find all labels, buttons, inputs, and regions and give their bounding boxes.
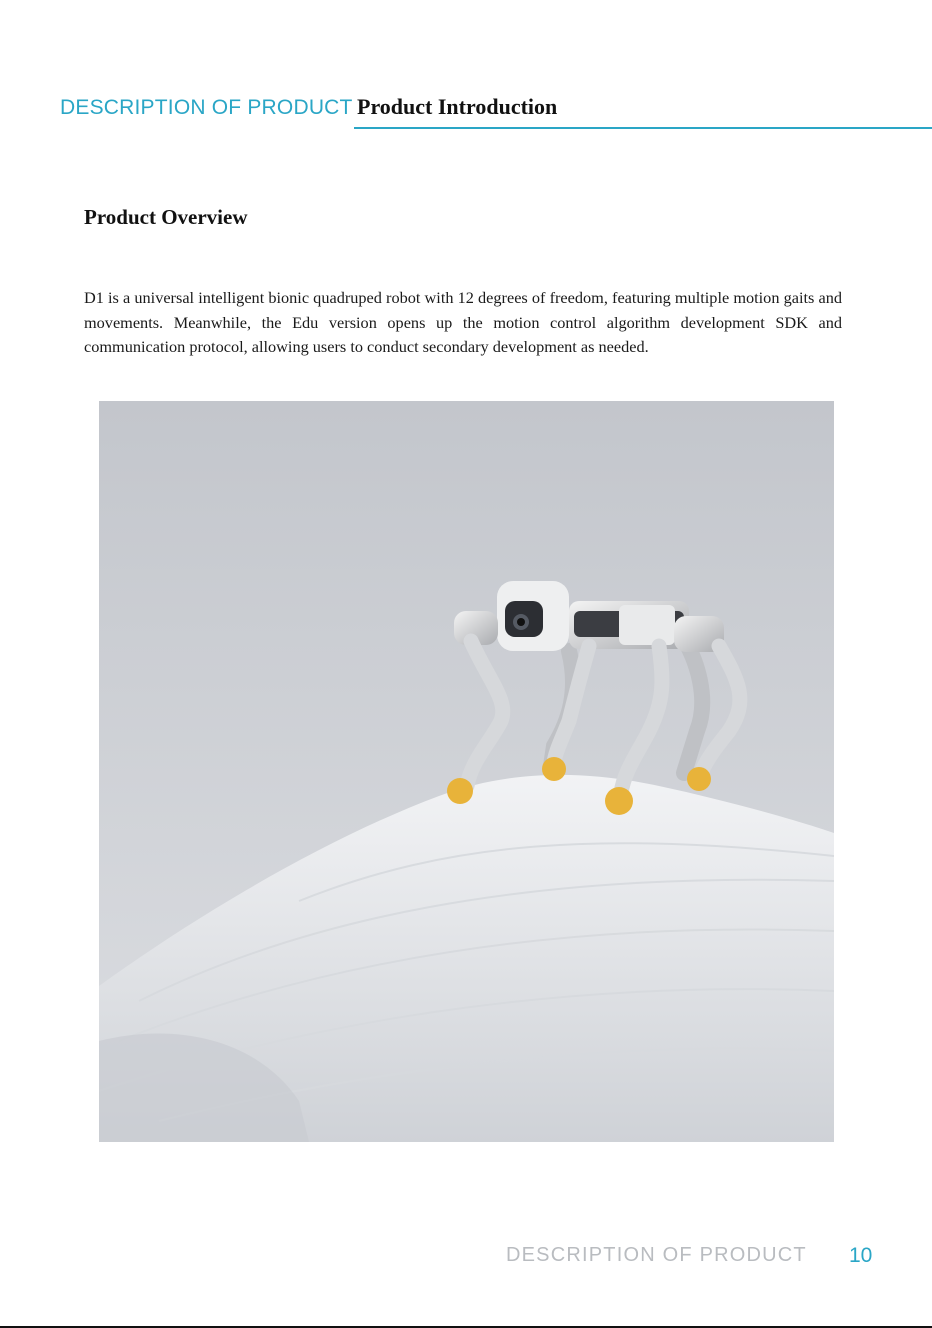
robot-foot [542,757,566,781]
header-section-label: DESCRIPTION OF PRODUCT [60,96,353,119]
section-heading: Product Overview [84,205,248,229]
header-divider [354,127,932,129]
page-title: Product Introduction [357,94,558,119]
overview-paragraph: D1 is a universal intelligent bionic quadruped robot with 12 degrees of freedom, featuring multiple motion gaits and movements. Meanwhile, the Edu version opens up the motion control algorithm development SDK and communication protocol, allowing users to conduct secondary development as needed. [84,288,842,356]
robot-foot [447,778,473,804]
robot-foot [605,787,633,815]
product-photo [99,401,834,1142]
page-number: 10 [849,1244,873,1267]
robot-foot [687,767,711,791]
footer-section-label: DESCRIPTION OF PRODUCT [506,1244,807,1266]
